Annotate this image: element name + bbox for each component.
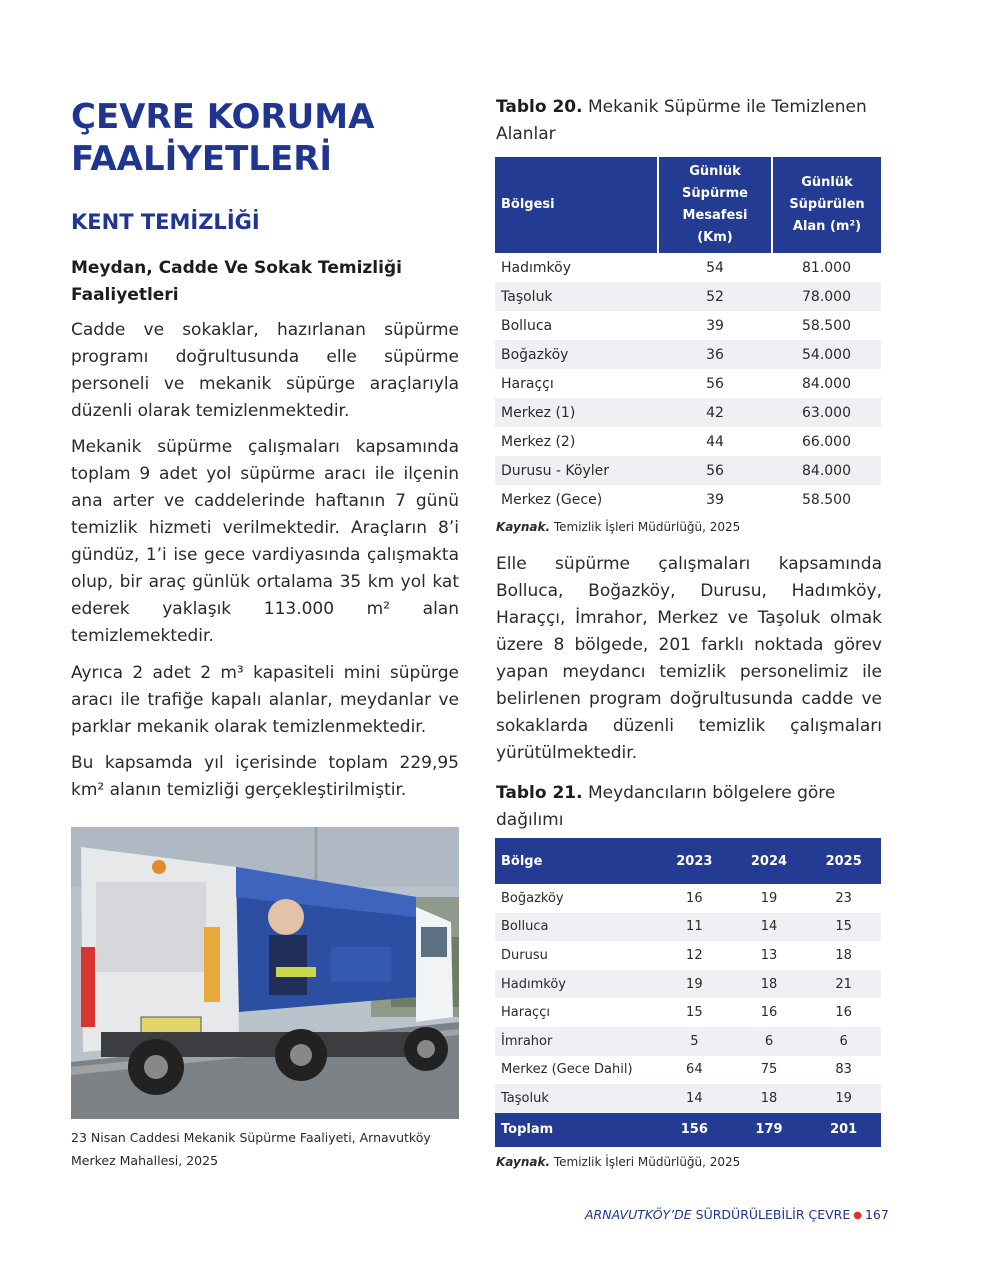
- table-cell: 84.000: [802, 375, 851, 392]
- table-cell: 21: [806, 970, 881, 999]
- table-row: [495, 427, 881, 456]
- page-footer: [585, 1207, 889, 1222]
- table-cell: Merkez (1): [495, 398, 658, 427]
- table-cell: Taşoluk: [495, 1084, 657, 1113]
- table-cell: 11: [657, 913, 732, 942]
- page-number: 167: [864, 1207, 889, 1222]
- table-total-row: [495, 1113, 881, 1147]
- table-cell: 42: [658, 398, 772, 427]
- table21-header-2024: 2024: [732, 838, 807, 884]
- section-heading: KENT TEMİZLİĞİ: [71, 210, 260, 234]
- table-staff-distribution: [495, 838, 881, 1147]
- table-cell: 16: [835, 1005, 852, 1021]
- table-cell: 14: [657, 1084, 732, 1113]
- table-cell: 39: [706, 491, 724, 508]
- table21-header-region: Bölge: [495, 838, 657, 884]
- street-sweeper-photo: [71, 827, 459, 1119]
- table-cell: 16: [686, 890, 703, 906]
- table-cell: 58.500: [802, 317, 851, 334]
- table21-label: Tablo 21.: [496, 783, 583, 803]
- table-cell: 54: [706, 259, 724, 276]
- table-cell: Merkez (Gece): [501, 491, 603, 508]
- sweeper-truck-illustration: [71, 827, 459, 1119]
- table-cell: 18: [732, 1084, 807, 1113]
- table-cell: 58.500: [802, 491, 851, 508]
- footer-text: SÜRDÜRÜLEBİLİR ÇEVRE: [691, 1207, 851, 1222]
- page-title-line-2: FAALİYETLERİ: [71, 139, 333, 179]
- page-title: [71, 96, 471, 180]
- table-row: [495, 1056, 881, 1085]
- table21-header-2023: 2023: [657, 838, 732, 884]
- table-cell: 19: [760, 890, 778, 906]
- table-row: [495, 253, 881, 282]
- footer-dot-icon: ●: [853, 1210, 862, 1221]
- table-cell: 23: [835, 890, 852, 906]
- table20-title: Mekanik Süpürme ile Temizlenen Alanlar: [496, 97, 867, 144]
- table-cell: Bolluca: [495, 913, 657, 942]
- table-cell: Hadımköy: [495, 970, 657, 999]
- table-cell: 54.000: [772, 340, 881, 369]
- table-row: [495, 398, 881, 427]
- table-cell: 66.000: [802, 433, 851, 450]
- table20-source-text: Temizlik İşleri Müdürlüğü, 2025: [550, 520, 741, 534]
- table-cell: Merkez (2): [501, 433, 576, 450]
- table20-header-area: Günlük Süpürülen Alan (m²): [772, 157, 881, 253]
- table-cell: 13: [760, 947, 778, 963]
- table-cell: 18: [732, 970, 807, 999]
- table-cell: Merkez (Gece Dahil): [501, 1062, 633, 1078]
- table-cell: 14: [732, 913, 807, 942]
- table-cell: 63.000: [772, 398, 881, 427]
- table-row: [495, 913, 881, 942]
- table-cell: 75: [760, 1062, 778, 1078]
- table-cell: 12: [686, 947, 703, 963]
- table-cell: 5: [657, 1027, 732, 1056]
- table-cell: İmrahor: [495, 1027, 657, 1056]
- table-row: [495, 311, 881, 340]
- table-cell: 36: [658, 340, 772, 369]
- table-row: [495, 941, 881, 970]
- table-row: [495, 998, 881, 1027]
- photo-caption: 23 Nisan Caddesi Mekanik Süpürme Faaliyeti, Arnavutköy Merkez Mahallesi, 2025: [71, 1130, 431, 1168]
- table20-source: [496, 520, 740, 534]
- table20-label: Tablo 20.: [496, 97, 583, 117]
- table-row: [495, 282, 881, 311]
- table20-caption: [496, 94, 882, 148]
- paragraph-4: Bu kapsamda yıl içerisinde toplam 229,95 km² alanın temizliği gerçekleştirilmiştir.: [71, 753, 459, 800]
- table-cell: 18: [835, 947, 852, 963]
- total-2024: 179: [732, 1113, 807, 1147]
- table-cell: Haraççı: [501, 375, 554, 392]
- table-row: [495, 456, 881, 485]
- table-row: [495, 1084, 881, 1113]
- table-cell: 6: [806, 1027, 881, 1056]
- footer-brand: ARNAVUTKÖY’DE: [585, 1207, 692, 1222]
- table-cell: 83: [835, 1062, 852, 1078]
- table21-source: [496, 1155, 740, 1169]
- paragraph-1: Cadde ve sokaklar, hazırlanan süpürme programı doğrultusunda elle süpürme personeli ve mekanik süpürge araçlarıyla düzenli olarak temizlenmektedir.: [71, 320, 459, 421]
- table-cell: 44: [706, 433, 724, 450]
- table20-source-label: Kaynak.: [496, 520, 551, 534]
- table-row: [495, 369, 881, 398]
- table-cell: 19: [806, 1084, 881, 1113]
- table-row: [495, 970, 881, 999]
- table-cell: Haraççı: [501, 1005, 550, 1021]
- table21-source-label: Kaynak.: [496, 1155, 551, 1169]
- table-cell: Boğazköy: [495, 340, 658, 369]
- table-row: [495, 340, 881, 369]
- page-title-line-1: ÇEVRE KORUMA: [71, 97, 375, 137]
- table-cell: Durusu - Köyler: [495, 456, 658, 485]
- paragraph-3: Ayrıca 2 adet 2 m³ kapasiteli mini süpürge aracı ile trafiğe kapalı alanlar, meydanlar ve parklar mekanik olarak temizlenmektedir.: [71, 663, 459, 737]
- table-row: [495, 1027, 881, 1056]
- table-cell: Bolluca: [501, 317, 553, 334]
- table-cell: 16: [760, 1005, 778, 1021]
- table-cell: 78.000: [772, 282, 881, 311]
- paragraph-2: Mekanik süpürme çalışmaları kapsamında toplam 9 adet yol süpürme aracı ile ilçenin ana arter ve caddelerinde haftanın 7 günü temizlik hizmeti verilmektedir. Araçların 8’i gündüz, 1’i ise gece vardiyasında çalışmakta olup, bir araç günlük ortalama 35 km yol kat ederek yaklaşık 113.000 m² alan temizlemektedir.: [71, 437, 459, 646]
- table-mechanical-sweeping: [495, 157, 881, 514]
- table-row: [495, 884, 881, 913]
- total-2023: 156: [657, 1113, 732, 1147]
- table-cell: 64: [686, 1062, 703, 1078]
- table-cell: 52: [658, 282, 772, 311]
- table-cell: 19: [657, 970, 732, 999]
- table-cell: Durusu: [501, 947, 548, 963]
- table21-source-text: Temizlik İşleri Müdürlüğü, 2025: [550, 1155, 741, 1169]
- table20-header-region: Bölgesi: [495, 157, 658, 253]
- table20-header-distance: Günlük Süpürme Mesafesi (Km): [658, 157, 772, 253]
- table-cell: 84.000: [772, 456, 881, 485]
- total-label: Toplam: [495, 1113, 657, 1147]
- table-cell: Hadımköy: [501, 259, 571, 276]
- total-2025: 201: [806, 1113, 881, 1147]
- table21-caption: [496, 780, 882, 834]
- table-cell: Boğazköy: [501, 890, 564, 906]
- table-cell: 81.000: [802, 259, 851, 276]
- table-cell: Taşoluk: [495, 282, 658, 311]
- table-cell: 39: [706, 317, 724, 334]
- table-cell: 15: [686, 1005, 703, 1021]
- paragraph-right: Elle süpürme çalışmaları kapsamında Bolluca, Boğazköy, Durusu, Hadımköy, Haraççı, İmrahor, Merkez ve Taşoluk olmak üzere 8 bölgede, 201 farklı noktada görev yapan meydancı temizlik personelimiz ile belirlenen program doğrultusunda cadde ve sokaklarda düzenli temizlik çalışmaları yürütülmektedir.: [496, 554, 882, 763]
- table21-header-2025: 2025: [806, 838, 881, 884]
- table21-title: Meydancıların bölgelere göre dağılımı: [496, 783, 836, 830]
- table-row: [495, 485, 881, 514]
- table-cell: 56: [658, 456, 772, 485]
- table-cell: 15: [806, 913, 881, 942]
- table-cell: 56: [706, 375, 724, 392]
- table-cell: 6: [732, 1027, 807, 1056]
- subsection-title: Meydan, Cadde Ve Sokak Temizliği Faaliyetleri: [71, 258, 402, 305]
